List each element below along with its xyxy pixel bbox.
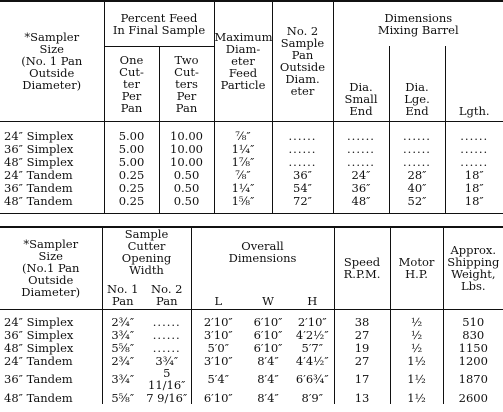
- motor-cell: ½: [390, 328, 443, 341]
- col-header-no2-pan: No. 2 Sample Pan Outside Diam. eter: [272, 1, 333, 121]
- speed-cell: 17: [334, 367, 390, 391]
- max-diam-cell: 1⅞″: [214, 155, 272, 168]
- no1-pan-cell: 3¾″: [102, 367, 143, 391]
- table-row: [0, 328, 503, 341]
- no2-pan-cell: 54″: [272, 181, 333, 194]
- length-cell: 5′0″: [191, 341, 245, 354]
- weight-cell: 1150: [443, 341, 503, 354]
- no2-pan-cell: 7 9/16″: [146, 390, 188, 405]
- no1-pan-cell: 5⅝″: [102, 341, 143, 354]
- size-cell: 36″ Tandem: [4, 180, 73, 195]
- size-cell: 36″ Simplex: [4, 141, 74, 156]
- table-row: [0, 155, 503, 168]
- two-cutters-cell: 0.50: [159, 181, 214, 194]
- no1-pan-cell: 3¾″: [102, 328, 143, 341]
- length-cell: 18″: [445, 194, 503, 207]
- dia-lge-cell: ......: [389, 129, 445, 142]
- motor-cell: 1½: [390, 354, 443, 367]
- length-cell: ......: [445, 142, 503, 155]
- col-header-speed: Speed R.P.M.: [334, 227, 390, 309]
- two-cutters-cell: 10.00: [159, 155, 214, 168]
- col-header-overall-dims: Overall Dimensions: [191, 227, 334, 276]
- no2-pan-cell: 3¾″: [155, 353, 179, 368]
- length-cell: 3′10″: [191, 328, 245, 341]
- length-cell: 6′10″: [191, 391, 245, 404]
- length-cell: ......: [445, 155, 503, 168]
- height-cell: 2′10″: [297, 314, 327, 329]
- width-cell: 8′4″: [257, 372, 279, 386]
- no1-pan-cell: 2¾″: [102, 315, 143, 328]
- col-header-two-cutters: Two Cut- ters Per Pan: [159, 46, 214, 121]
- height-cell: 6′6¾″: [295, 372, 329, 386]
- col-header-dia-small: Dia. Small End: [333, 46, 389, 121]
- col-header-length: L: [191, 276, 245, 309]
- dia-small-cell: 24″: [333, 168, 389, 181]
- col-header-dimensions: Dimensions Mixing Barrel: [333, 1, 503, 46]
- one-cutter-cell: 5.00: [104, 155, 159, 168]
- one-cutter-cell: 5.00: [104, 129, 159, 142]
- one-cutter-cell: 0.25: [104, 168, 159, 181]
- motor-cell: ½: [390, 315, 443, 328]
- height-cell: 8′9″: [301, 390, 324, 405]
- col-header-percent-feed: Percent Feed In Final Sample: [104, 1, 214, 46]
- dia-lge-cell: 52″: [389, 194, 445, 207]
- size-cell: 36″ Tandem: [4, 372, 73, 386]
- speed-cell: 27: [334, 328, 390, 341]
- one-cutter-cell: 0.25: [104, 181, 159, 194]
- no2-pan-cell: ......: [152, 340, 181, 355]
- dia-lge-cell: ......: [389, 142, 445, 155]
- size-cell: 48″ Tandem: [4, 390, 73, 405]
- weight-cell: 1870: [443, 367, 503, 391]
- no1-pan-cell: 5⅝″: [102, 391, 143, 404]
- size-cell: 48″ Simplex: [4, 340, 74, 355]
- dia-small-cell: 36″: [333, 181, 389, 194]
- motor-cell: 1½: [390, 367, 443, 391]
- motor-cell: 1½: [390, 391, 443, 404]
- length-cell: ......: [445, 129, 503, 142]
- width-cell: 8′4″: [257, 353, 279, 368]
- table-row: [0, 341, 503, 354]
- width-cell: 6′10″: [253, 340, 283, 355]
- table-row: [0, 391, 503, 404]
- size-cell: 48″ Simplex: [4, 154, 74, 169]
- speed-cell: 13: [334, 391, 390, 404]
- col-header-dia-lge: Dia. Lge. End: [389, 46, 445, 121]
- motor-cell: ½: [390, 341, 443, 354]
- max-diam-cell: 1⅝″: [214, 194, 272, 207]
- max-diam-cell: ⅞″: [214, 168, 272, 181]
- dia-small-cell: ......: [333, 155, 389, 168]
- weight-cell: 1200: [443, 354, 503, 367]
- weight-cell: 510: [443, 315, 503, 328]
- col-header-cutter-width: Sample Cutter Opening Width: [102, 227, 191, 276]
- table-row: [0, 181, 503, 194]
- table-row: [0, 129, 503, 142]
- col-header-no2-pan: No. 2 Pan: [143, 276, 191, 309]
- col-header-width: W: [245, 276, 291, 309]
- length-cell: 3′10″: [191, 354, 245, 367]
- no2-pan-cell: ......: [152, 327, 181, 342]
- col-header-size: *Sampler Size (No.1 Pan Outside Diameter): [0, 227, 102, 309]
- table-row: [0, 194, 503, 207]
- length-cell: 18″: [445, 168, 503, 181]
- col-header-no1-pan: No. 1 Pan: [102, 276, 143, 309]
- no2-pan-cell: 5 11/16″: [148, 366, 186, 392]
- width-cell: 8′4″: [257, 390, 279, 405]
- weight-cell: 2600: [443, 391, 503, 404]
- height-cell: 4′2½″: [295, 327, 329, 342]
- dia-small-cell: ......: [333, 142, 389, 155]
- dia-lge-cell: 40″: [389, 181, 445, 194]
- col-header-max-diam: Maximum Diam- eter Feed Particle: [214, 1, 272, 121]
- col-header-weight: Approx. Shipping Weight, Lbs.: [443, 227, 503, 309]
- length-cell: 5′4″: [191, 367, 245, 391]
- one-cutter-cell: 0.25: [104, 194, 159, 207]
- one-cutter-cell: 5.00: [104, 142, 159, 155]
- no2-pan-cell: 36″: [272, 168, 333, 181]
- no2-pan-cell: 72″: [272, 194, 333, 207]
- col-header-motor: Motor H.P.: [390, 227, 443, 309]
- two-cutters-cell: 10.00: [159, 142, 214, 155]
- max-diam-cell: 1¼″: [214, 142, 272, 155]
- weight-cell: 830: [443, 328, 503, 341]
- dia-small-cell: ......: [333, 129, 389, 142]
- table-row: [0, 354, 503, 367]
- two-cutters-cell: 0.50: [159, 194, 214, 207]
- no2-pan-cell: ......: [152, 314, 181, 329]
- no2-pan-cell: ......: [272, 155, 333, 168]
- dia-small-cell: 48″: [333, 194, 389, 207]
- size-cell: 24″ Simplex: [4, 314, 74, 329]
- length-cell: 2′10″: [191, 315, 245, 328]
- table-row: [0, 315, 503, 328]
- size-cell: 24″ Simplex: [4, 128, 74, 143]
- dia-lge-cell: 28″: [389, 168, 445, 181]
- speed-cell: 27: [334, 354, 390, 367]
- height-cell: 4′4½″: [295, 353, 329, 368]
- length-cell: 18″: [445, 181, 503, 194]
- speed-cell: 19: [334, 341, 390, 354]
- width-cell: 6′10″: [253, 314, 283, 329]
- two-cutters-cell: 0.50: [159, 168, 214, 181]
- two-cutters-cell: 10.00: [159, 129, 214, 142]
- no2-pan-cell: ......: [272, 142, 333, 155]
- col-header-size: *Sampler Size (No. 1 Pan Outside Diameter): [0, 1, 104, 121]
- height-cell: 5′7″: [301, 340, 324, 355]
- col-header-length: Lgth.: [445, 46, 503, 121]
- width-cell: 6′10″: [253, 327, 283, 342]
- size-cell: 36″ Simplex: [4, 327, 74, 342]
- table-row: [0, 367, 503, 391]
- table-row: [0, 168, 503, 181]
- sampler-specs-table-2: [0, 226, 503, 404]
- no2-pan-cell: ......: [272, 129, 333, 142]
- col-header-one-cutter: One Cut- ter Per Pan: [104, 46, 159, 121]
- no1-pan-cell: 2¾″: [102, 354, 143, 367]
- speed-cell: 38: [334, 315, 390, 328]
- dia-lge-cell: ......: [389, 155, 445, 168]
- size-cell: 24″ Tandem: [4, 353, 73, 368]
- size-cell: 48″ Tandem: [4, 193, 73, 208]
- max-diam-cell: ⅞″: [214, 129, 272, 142]
- col-header-height: H: [291, 276, 334, 309]
- max-diam-cell: 1¼″: [214, 181, 272, 194]
- table-row: [0, 142, 503, 155]
- size-cell: 24″ Tandem: [4, 167, 73, 182]
